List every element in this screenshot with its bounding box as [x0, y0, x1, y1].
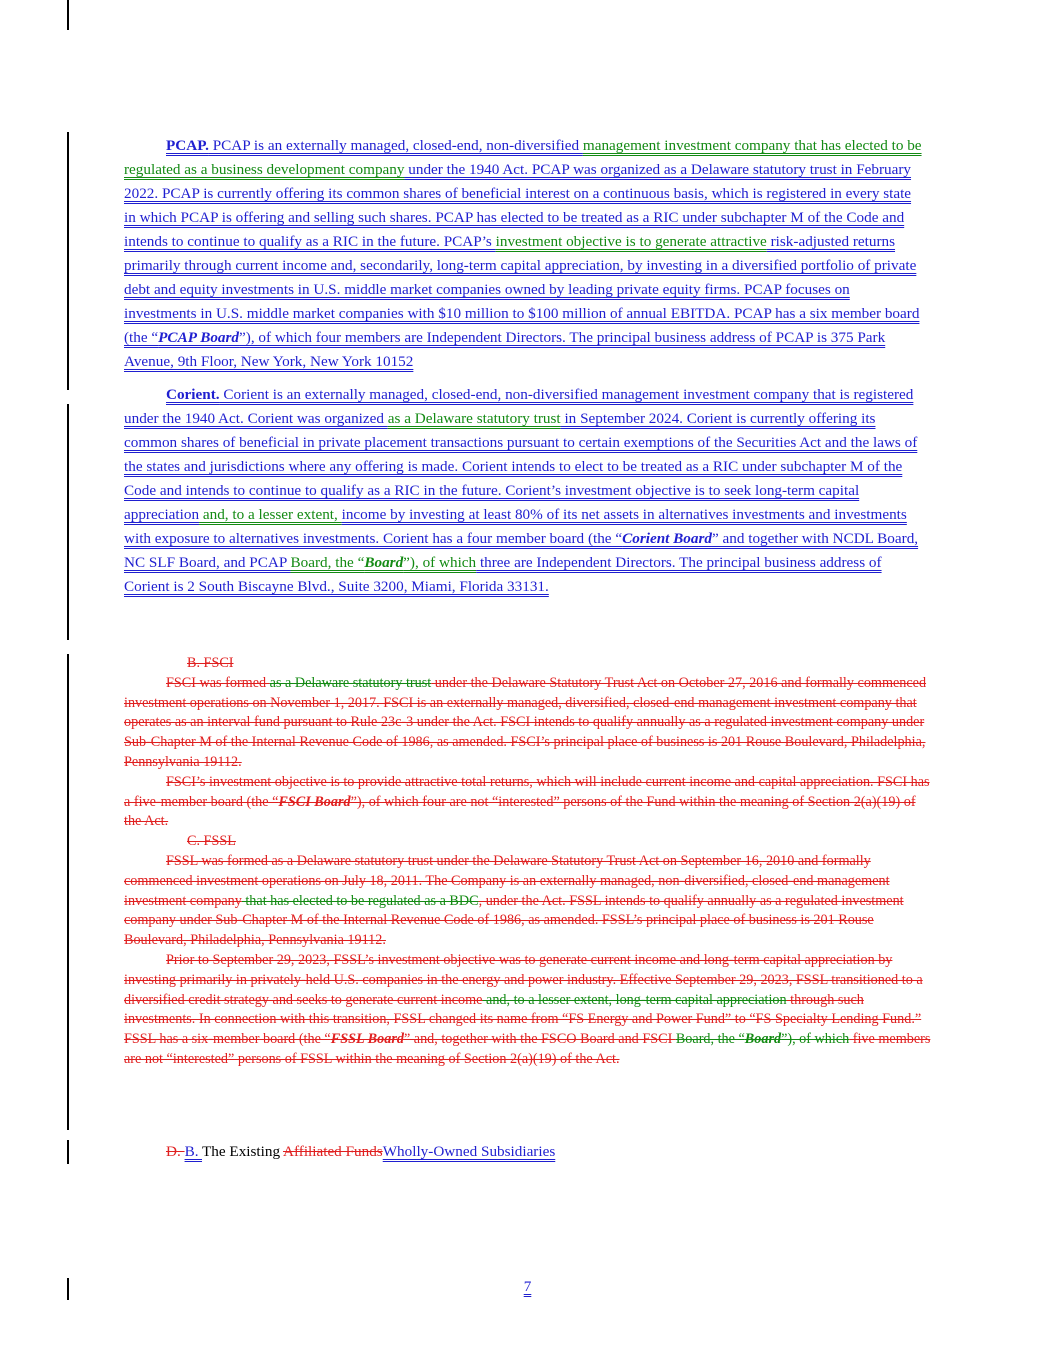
deleted-moved-text: Board, the “ [675, 1031, 745, 1048]
deleted-text: FSSL was formed as a Delaware statutory trust under the Delaware Statutory Trust Act on September 16, 2010 and formally commenced investment operations on July 18, 2011. The Company is an externally managed, non-diversified, closed-end management investment company [124, 852, 890, 909]
deleted-section [124, 654, 934, 1070]
deleted-moved-text: that has elected to be regulated as a BDC [241, 892, 479, 909]
fssl-paragraph-2 [124, 951, 934, 1070]
deleted-text: FSCI’s investment objective is to provide attractive total returns, which will include current income and capital appreciation. FSCI has a five-member board (the “ [124, 773, 930, 810]
section-heading [166, 1140, 555, 1164]
inserted-text: Corient is an externally managed, closed-end, non-diversified management investment company that is registered under the 1940 Act. Corient was organized [124, 386, 914, 427]
change-bar [67, 404, 69, 640]
deleted-moved-text: and, to a lesser extent, long-term capital appreciation [482, 991, 787, 1008]
page-number [0, 1278, 1055, 1296]
heading-text: The Existing [202, 1143, 284, 1160]
inserted-text: three are Independent Directors. The principal business address of Corient is 2 South Biscayne Blvd., Suite 3200, Miami, Florida 33131. [124, 554, 882, 595]
moved-text: as a Delaware statutory trust [387, 410, 561, 427]
inserted-text: PCAP is an externally managed, closed-end, non-diversified [208, 137, 583, 154]
moved-text: ”), of which [403, 554, 477, 571]
defined-term: Board [744, 1031, 782, 1048]
fssl-paragraph-1 [124, 852, 934, 951]
deleted-text: ”), of which four are not “interested” persons of the Fund within the meaning of Section 2(a)(19) of the Act. [124, 793, 916, 830]
defined-term: Corient Board [622, 530, 712, 547]
moved-text: Board, the “ [290, 554, 365, 571]
page-content [124, 134, 924, 599]
corient-paragraph [124, 383, 924, 599]
moved-text: and, to a lesser extent, [199, 506, 342, 523]
fsci-paragraph-2 [124, 773, 934, 832]
deleted-moved-text: as a Delaware statutory trust [269, 674, 432, 691]
inserted-text: under the 1940 Act. PCAP was organized as a Delaware statutory trust in February 2022. PCAP is currently offering its common shares of beneficial interest on a continuous basis, which is registered in every state in which PCAP is offering and selling such shares. PCAP has elected to be treated as a RIC under subchapter M of the Code and intends to continue to qualify as a RIC in the future. PCAP’s [124, 161, 912, 250]
change-bar [67, 1140, 69, 1164]
inserted-text: ” and together with NCDL Board, NC SLF Board, and PCAP [124, 530, 919, 571]
moved-text: management investment company that has elected to be regulated as a business development company [124, 137, 922, 178]
pcap-label: PCAP. [166, 137, 209, 154]
change-bar [67, 654, 69, 1130]
fsci-heading: B. FSCI [187, 655, 234, 671]
defined-term: FSSL Board [330, 1031, 404, 1048]
defined-term: Board [364, 554, 404, 571]
fssl-heading: C. FSSL [187, 833, 236, 850]
deleted-text: , under the Act. FSSL intends to qualify annually as a regulated investment company under Sub-Chapter M of the Internal Revenue Code of 1986, as amended. FSSL’s principal place of business is 201 Rouse Boulevard, Philadelphia, Pennsylvania 19112. [124, 892, 904, 949]
deleted-text: five members are not “interested” persons of FSSL within the meaning of Section 2(a)(19) of the Act. [124, 1031, 931, 1067]
deleted-text: Affiliated Funds [283, 1143, 383, 1160]
change-bar [67, 0, 69, 30]
deleted-text: ” and, together with the FSCO Board and FSCI [403, 1031, 676, 1048]
inserted-text: ”), of which four members are Independent Directors. The principal business address of PCAP is 375 Park Avenue, 9th Floor, New York, New York 10152 [124, 329, 886, 370]
deleted-text: D. [166, 1143, 185, 1160]
pcap-paragraph [124, 134, 924, 374]
inserted-text: risk-adjusted returns primarily through current income and, secondarily, long-term capital appreciation, by investing in a diversified portfolio of private debt and equity investments in U.S. middle market companies owned by leading private equity firms. PCAP focuses on investments in U.S. middle market companies with $10 million to $100 million of annual EBITDA. PCAP has a six member board (the “ [124, 233, 920, 346]
deleted-text: under the Delaware Statutory Trust Act on October 27, 2016 and formally commenced investment operations on November 1, 2017. FSCI is an externally managed, diversified, closed-end management investment company that operates as an interval fund pursuant to Rule 23c-3 under the Act. FSCI intends to qualify annually as a regulated investment company under Sub-Chapter M of the Internal Revenue Code of 1986, as amended. FSCI’s principal place of business is 201 Rouse Boulevard, Philadelphia, Pennsylvania 19112. [124, 674, 927, 770]
inserted-text: income by investing at least 80% of its net assets in alternatives investments and investments with exposure to alternatives investments. Corient has a four member board (the “ [124, 506, 907, 547]
fsci-paragraph-1 [124, 674, 934, 773]
inserted-text: B. [184, 1143, 203, 1160]
page-number-text: 7 [523, 1278, 532, 1295]
deleted-text: through such investments. In connection with this transition, FSSL changed its name from “FS Energy and Power Fund” to “FS Specialty Lending Fund.” FSSL has a six-member board (the “ [124, 991, 922, 1048]
moved-text: investment objective is to generate attractive [495, 233, 767, 250]
corient-label: Corient. [166, 386, 220, 403]
inserted-text: Wholly-Owned Subsidiaries [382, 1143, 556, 1160]
inserted-text: in September 2024. Corient is currently offering its common shares of beneficial in private placement transactions pursuant to certain exemptions of the Securities Act and the laws of the states and jurisdictions where any offering is made. Corient intends to elect to be treated as a RIC under subchapter M of the Code and intends to continue to qualify as a RIC in the future. Corient’s investment objective is to seek long-term capital appreciation [124, 410, 918, 523]
deleted-moved-text: ”), of which [781, 1031, 850, 1048]
deleted-text: Prior to September 29, 2023, FSSL’s investment objective was to generate current income and long-term capital appreciation by investing primarily in privately-held U.S. companies in the energy and power industry. Effective September 29, 2023, FSSL transitioned to a diversified credit strategy and seeks to generate current income [124, 951, 923, 1008]
change-bar [67, 132, 69, 390]
defined-term: FSCI Board [278, 793, 351, 810]
defined-term: PCAP Board [158, 329, 240, 346]
deleted-text: FSCI was formed [166, 674, 270, 691]
